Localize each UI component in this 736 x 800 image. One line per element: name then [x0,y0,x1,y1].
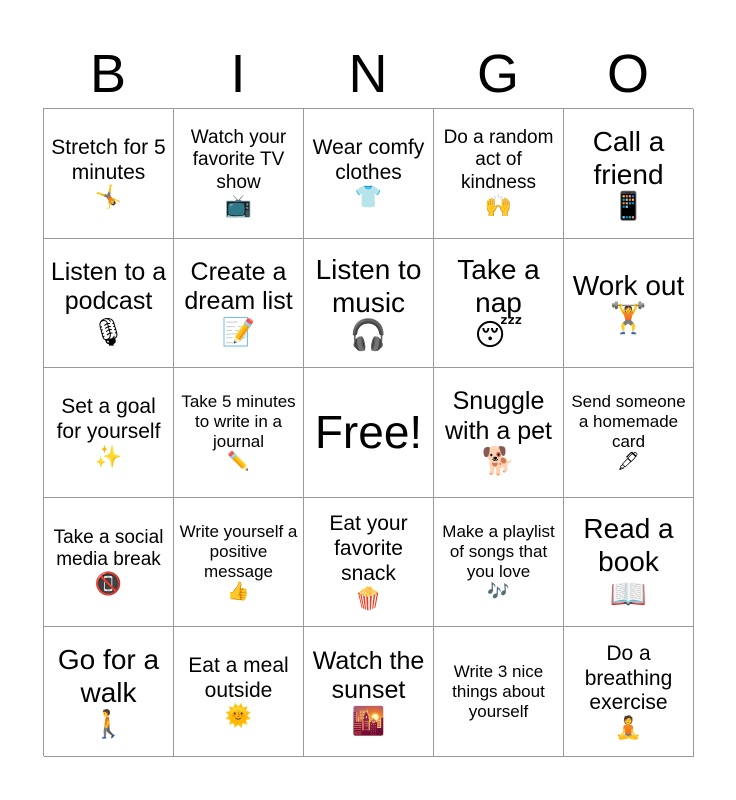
cell-text: Take 5 minutes to write in a journal [181,392,296,452]
sunset-icon: 🌇 [351,705,386,737]
cell-text: Read a book [583,512,674,577]
bingo-cell[interactable] [564,627,694,757]
cell-text: Call a friend [592,125,665,190]
bingo-cell[interactable] [174,368,304,498]
bingo-cell[interactable] [564,368,694,498]
fountain-pen-icon: 🖋 [617,451,640,473]
cell-text: Make a playlist of songs that you love [442,521,555,581]
no-mobile-phones-icon: 📵 [94,571,123,597]
bingo-cell[interactable] [434,498,564,628]
sparkles-icon: ✨ [94,444,123,470]
cell-text: Watch the sunset [312,646,425,705]
cell-text: Listen to music [315,253,422,318]
bingo-cell[interactable] [434,239,564,369]
cell-text: Take a social media break [53,527,164,571]
cartwheel-icon: 🤸 [94,185,123,211]
header-letter-b: B [89,44,127,104]
headphones-icon: 🎧 [349,317,388,353]
bingo-header [43,40,693,108]
raised-hands-icon: 🙌 [484,194,513,220]
cell-text: Send someone a homemade card [571,392,686,452]
cell-text: Take a nap [457,253,540,318]
bingo-cell[interactable] [434,627,564,757]
bingo-cell[interactable] [434,368,564,498]
cell-text: Eat a meal outside [188,654,289,703]
dog-icon: 🐕 [481,446,516,478]
bingo-cell[interactable] [174,627,304,757]
thumbs-up-icon: 👍 [227,580,250,602]
person-walking-icon: 🚶 [91,709,126,741]
header-letter-i: I [230,44,246,104]
cell-text: Work out [572,270,685,302]
bingo-cell[interactable] [44,109,174,239]
cell-text: Snuggle with a pet [444,387,552,445]
cell-text: Go for a walk [57,644,160,709]
bingo-grid [43,108,693,756]
cell-text: Stretch for 5 minutes [51,135,166,184]
bingo-cell[interactable] [564,239,694,369]
cell-text: Eat your favorite snack [329,512,408,585]
bingo-cell[interactable] [174,109,304,239]
free-space-label: Free! [314,406,423,459]
cell-text: Wear comfy clothes [312,135,425,184]
cell-text: Do a random act of kindness [443,127,554,193]
bingo-cell[interactable] [564,109,694,239]
bingo-cell[interactable] [564,498,694,628]
bingo-cell[interactable] [174,239,304,369]
musical-notes-icon: 🎶 [487,580,510,602]
cell-text: Set a goal for yourself [56,395,161,443]
header-letter-n: N [348,44,388,104]
open-book-icon: 📖 [609,576,648,612]
sun-icon: 🌞 [224,703,253,729]
bingo-cell[interactable] [44,627,174,757]
cell-text: Write yourself a positive message [179,521,298,581]
memo-icon: 📝 [221,316,256,348]
bingo-cell[interactable] [44,239,174,369]
mobile-phone-icon: 📱 [611,190,646,222]
free-space-cell[interactable] [304,368,434,498]
weightlifter-icon: 🏋 [609,301,648,337]
pencil-icon: ✏️ [227,451,250,473]
popcorn-icon: 🍿 [354,586,383,612]
header-letter-o: O [606,44,649,104]
bingo-cell[interactable] [304,239,434,369]
meditation-icon: 🧘 [614,716,643,742]
cell-text: Listen to a podcast [50,257,167,316]
bingo-cell[interactable] [434,109,564,239]
bingo-cell[interactable] [174,498,304,628]
cell-text: Do a breathing exercise [584,641,673,715]
bingo-cell[interactable] [304,498,434,628]
bingo-cell[interactable] [304,109,434,239]
sleeping-face-icon: 😴 [474,317,523,353]
bingo-cell[interactable] [304,627,434,757]
header-letter-g: G [476,44,519,104]
cell-text: Write 3 nice things about yourself [452,661,545,721]
bingo-cell[interactable] [44,498,174,628]
cell-text: Watch your favorite TV show [190,127,287,193]
cell-text: Create a dream list [184,257,293,316]
microphone-icon: 🎙 [91,316,126,348]
t-shirt-icon: 👕 [354,185,383,211]
bingo-cell[interactable] [44,368,174,498]
television-icon: 📺 [224,194,253,220]
